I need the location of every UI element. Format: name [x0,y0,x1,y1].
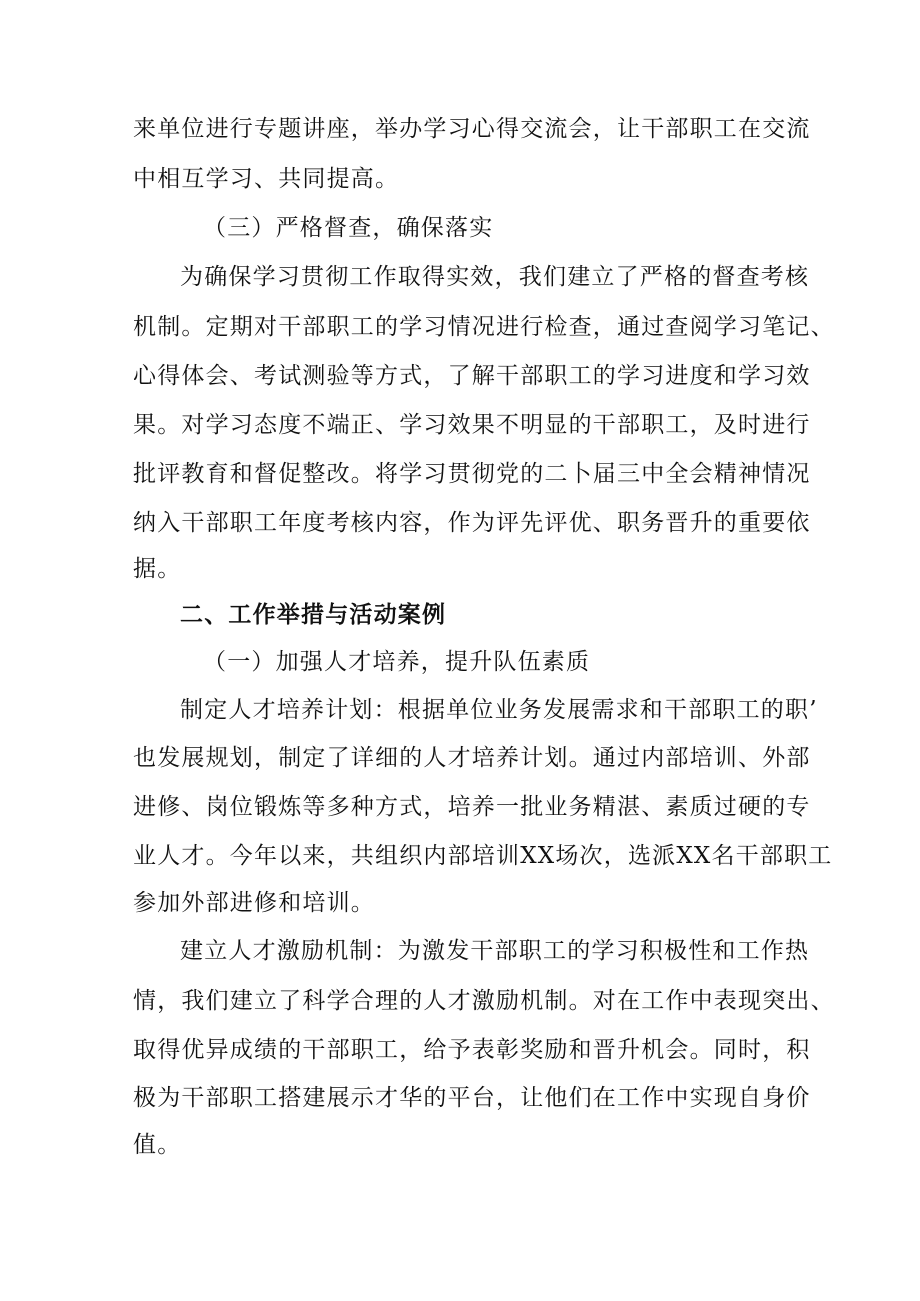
subsection-heading: （三）严格督查，确保落实 [203,215,494,241]
paragraph-line: 机制。定期对干部职工的学习情况进行检查，通过查阅学习笔记、 [133,314,835,340]
paragraph-line: 中相互学习、共同提高。 [133,166,400,192]
paragraph-line: 也发展规划，制定了详细的人才培养计划。通过内部培训、外部 [133,745,811,771]
paragraph-line: 建立人才激励机制：为激发干部职工的学习积极性和工作热 [180,938,810,964]
paragraph-line: 参加外部进修和培训。 [133,890,375,916]
paragraph-line: 情，我们建立了科学合理的人才激励机制。对在工作中表现突出、 [133,988,835,1014]
paragraph-line: 纳入干部职工年度考核内容，作为评先评优、职务晋升的重要依 [133,510,811,536]
section-heading: 二、工作举措与活动案例 [180,602,447,628]
paragraph-line: 业人才。今年以来，共组织内部培训XX场次，选派XX名干部职工 [133,843,833,869]
paragraph-line: 为确保学习贯彻工作取得实效，我们建立了严格的督查考核 [180,264,810,290]
paragraph-line: 极为干部职工搭建展示才华的平台，让他们在工作中实现自身价 [133,1085,811,1111]
paragraph-line: 制定人才培养计划：根据单位业务发展需求和干部职工的职’ [180,697,818,723]
paragraph-line: 值。 [133,1132,182,1158]
paragraph-line: 来单位进行专题讲座，举办学习心得交流会，让干部职工在交流 [133,116,811,142]
paragraph-line: 果。对学习态度不端正、学习效果不明显的干部职工，及时进行 [133,412,811,438]
paragraph-line: 进修、岗位锻炼等多种方式，培养一批业务精湛、素质过硬的专 [133,794,811,820]
subsection-heading: （一）加强人才培养，提升队伍素质 [203,649,591,675]
paragraph-line: 取得优异成绩的干部职工，给予表彰奖励和晋升机会。同时，积 [133,1037,811,1063]
paragraph-line: 批评教育和督促整改。将学习贯彻党的二卜届三中全会精神情况 [133,461,811,487]
paragraph-line: 心得体会、考试测验等方式，了解干部职工的学习进度和学习效 [133,363,811,389]
paragraph-line: 据。 [133,556,182,582]
